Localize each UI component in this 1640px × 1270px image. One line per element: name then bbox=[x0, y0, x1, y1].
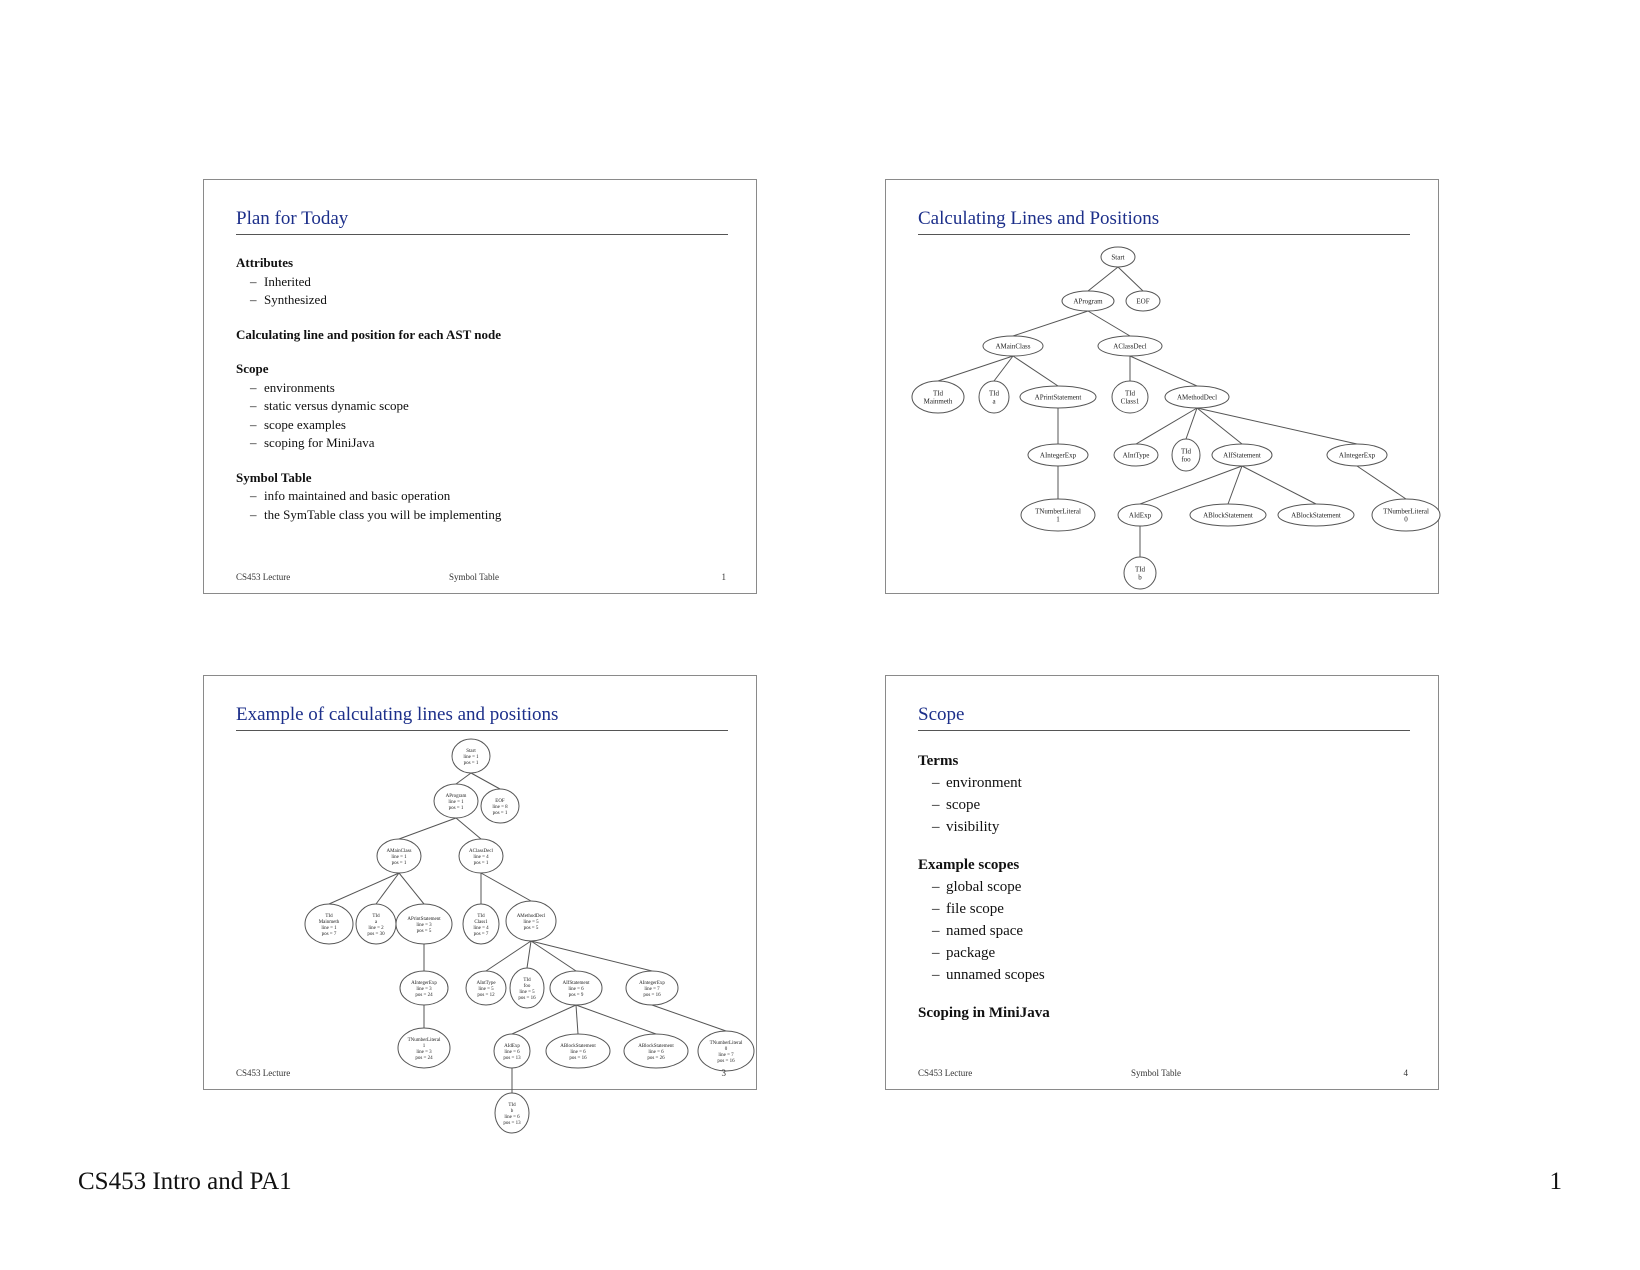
bullet-item: – named space bbox=[932, 923, 1024, 939]
tree-edge bbox=[1013, 311, 1088, 336]
svg-text:TIdbline = 6pos = 13: TId b line = 6 pos = 13 bbox=[503, 1102, 521, 1126]
tree-edge bbox=[456, 773, 471, 784]
svg-text:AIfStatement: AIfStatement bbox=[1223, 451, 1261, 460]
page-footer-title: CS453 Intro and PA1 bbox=[78, 1168, 292, 1195]
svg-text:APrintStatement: APrintStatement bbox=[1034, 393, 1082, 402]
svg-text:TIdfooline = 5pos = 16: TId foo line = 5 pos = 16 bbox=[518, 977, 536, 1001]
tree-node-amethod bbox=[506, 901, 556, 941]
svg-text:Start: Start bbox=[1111, 253, 1125, 262]
tree-node-tidb bbox=[1124, 557, 1156, 589]
svg-text:TIdMainmethline = 1pos = 7: TId Mainmeth line = 1 pos = 7 bbox=[318, 913, 340, 937]
tree-node-ablock1 bbox=[546, 1034, 610, 1068]
svg-text:TIdaline = 2pos = 30: TId a line = 2 pos = 30 bbox=[367, 913, 385, 937]
tree-edge bbox=[938, 356, 1013, 381]
tree-edge bbox=[652, 1005, 726, 1031]
tree-edge bbox=[1186, 408, 1197, 439]
svg-text:EOF: EOF bbox=[1136, 297, 1150, 306]
svg-text:TNumberLiteral1line = 3pos = 2: TNumberLiteral 1 line = 3 pos = 24 bbox=[407, 1037, 441, 1061]
slide-footer-left: CS453 Lecture bbox=[918, 1068, 973, 1078]
slide-title: Plan for Today bbox=[236, 208, 349, 229]
slide-footer-title: Symbol Table bbox=[1131, 1068, 1181, 1078]
tree-edge bbox=[1140, 466, 1242, 504]
bullet-item: – the SymTable class you will be implementing bbox=[250, 506, 502, 522]
tree-node-eof bbox=[481, 789, 519, 823]
svg-text:AIntegerExp: AIntegerExp bbox=[1338, 451, 1376, 460]
tree-edge bbox=[329, 873, 399, 904]
tree-edge bbox=[486, 941, 531, 971]
title-rule bbox=[236, 234, 728, 235]
tree-node-aint1 bbox=[1028, 444, 1088, 466]
svg-text:AProgramline = 1pos = 1: AProgram line = 1 pos = 1 bbox=[445, 793, 467, 811]
bullet-item: – environments bbox=[250, 379, 335, 395]
svg-text:AClassDecl: AClassDecl bbox=[1113, 342, 1147, 351]
svg-text:ABlockStatement: ABlockStatement bbox=[1291, 511, 1341, 520]
svg-text:TNumberLiteral1: TNumberLiteral 1 bbox=[1035, 507, 1081, 524]
bullet-item: – global scope bbox=[932, 879, 1022, 895]
tree-edge bbox=[1130, 356, 1197, 386]
svg-text:AIntType: AIntType bbox=[1122, 451, 1150, 460]
title-rule bbox=[918, 730, 1410, 731]
svg-text:AClassDeclline = 4pos = 1: AClassDecl line = 4 pos = 1 bbox=[469, 848, 493, 866]
tree-node-amain bbox=[377, 839, 421, 873]
bullet-item: – static versus dynamic scope bbox=[250, 398, 409, 413]
svg-text:TIdMainmeth: TId Mainmeth bbox=[923, 389, 953, 406]
tree-node-ablock2 bbox=[624, 1034, 688, 1068]
tree-node-start bbox=[1101, 247, 1135, 267]
tree-node-start bbox=[452, 739, 490, 773]
tree-node-eof bbox=[1126, 291, 1160, 311]
tree-node-amain bbox=[983, 336, 1043, 356]
ast-position-tree-diagram bbox=[204, 676, 758, 1126]
bullet-item: – scoping for MiniJava bbox=[250, 435, 375, 450]
page-number: 1 bbox=[1549, 1168, 1562, 1195]
tree-node-aprog bbox=[1062, 291, 1114, 311]
section-heading: Symbol Table bbox=[236, 469, 312, 485]
tree-edge bbox=[994, 356, 1013, 381]
slide-number: 4 bbox=[1403, 1068, 1408, 1078]
slide-title: Scope bbox=[918, 704, 965, 725]
tree-node-amethod bbox=[1165, 386, 1229, 408]
slide-body bbox=[918, 750, 1050, 1024]
tree-node-aint2 bbox=[626, 971, 678, 1005]
svg-text:AMainClass: AMainClass bbox=[995, 342, 1031, 351]
tree-edge bbox=[1357, 466, 1406, 499]
svg-text:APrintStatementline = 3pos = 5: APrintStatement line = 3 pos = 5 bbox=[407, 916, 441, 934]
tree-node-aidexp bbox=[1118, 504, 1162, 526]
bullet-item: – visibility bbox=[932, 819, 1000, 835]
tree-node-tidmain bbox=[305, 904, 353, 944]
tree-node-tidb bbox=[495, 1093, 529, 1133]
section-heading: Scope bbox=[236, 361, 269, 376]
tree-edge bbox=[1242, 466, 1316, 504]
tree-node-tnum1 bbox=[398, 1028, 450, 1068]
slide-4 bbox=[885, 675, 1439, 1090]
section-heading: Scoping in MiniJava bbox=[918, 1005, 1050, 1021]
tree-node-tidfoo bbox=[1172, 439, 1200, 471]
tree-edge bbox=[456, 818, 481, 839]
slide-3 bbox=[203, 675, 757, 1126]
svg-text:AIfStatementline = 6pos = 9: AIfStatement line = 6 pos = 9 bbox=[562, 980, 590, 998]
slide-title: Calculating Lines and Positions bbox=[918, 208, 1160, 229]
tree-edge bbox=[399, 873, 424, 904]
svg-text:AIdExpline = 6pos = 13: AIdExp line = 6 pos = 13 bbox=[503, 1043, 521, 1061]
svg-text:AMainClassline = 1pos = 1: AMainClass line = 1 pos = 1 bbox=[386, 848, 412, 866]
tree-edge bbox=[399, 818, 456, 839]
svg-text:TNumberLiteral0line = 7pos = 1: TNumberLiteral 0 line = 7 pos = 16 bbox=[709, 1040, 743, 1064]
slide-footer-left: CS453 Lecture bbox=[236, 1068, 291, 1078]
tree-edge bbox=[471, 773, 500, 789]
bullet-item: – Inherited bbox=[250, 273, 311, 289]
tree-node-tidmain bbox=[912, 381, 964, 413]
bullet-item: – info maintained and basic operation bbox=[250, 488, 451, 503]
slide-1 bbox=[203, 179, 757, 594]
tree-edge bbox=[531, 941, 652, 971]
section-heading: Attributes bbox=[236, 255, 294, 270]
tree-node-aclsdecl bbox=[1098, 336, 1162, 356]
section-heading: Terms bbox=[918, 753, 959, 769]
svg-text:AIdExp: AIdExp bbox=[1128, 511, 1152, 520]
tree-node-tida bbox=[979, 381, 1009, 413]
slide-footer-title: Symbol Table bbox=[449, 572, 499, 582]
tree-edge bbox=[1228, 466, 1242, 504]
svg-text:AIntegerExpline = 7pos = 16: AIntegerExp line = 7 pos = 16 bbox=[639, 980, 665, 998]
svg-text:TIdClass1line = 4pos = 7: TId Class1 line = 4 pos = 7 bbox=[473, 913, 489, 937]
tree-node-aprint bbox=[1020, 386, 1096, 408]
svg-text:TIdfoo: TId foo bbox=[1180, 447, 1192, 464]
tree-node-ablock2 bbox=[1278, 504, 1354, 526]
section-heading: Example scopes bbox=[918, 857, 1020, 873]
svg-text:TIda: TId a bbox=[988, 389, 1000, 406]
tree-node-aprog bbox=[434, 784, 478, 818]
tree-edge bbox=[1013, 356, 1058, 386]
tree-edge bbox=[531, 941, 576, 971]
svg-text:TIdClass1: TId Class1 bbox=[1120, 389, 1140, 406]
tree-node-tidfoo bbox=[510, 968, 544, 1008]
tree-node-aifstmt bbox=[1212, 444, 1272, 466]
bullet-item: – Synthesized bbox=[250, 292, 327, 307]
bullet-item: – environment bbox=[932, 775, 1022, 791]
tree-edge bbox=[576, 1005, 656, 1034]
slide-title: Example of calculating lines and positions bbox=[236, 704, 559, 725]
tree-edge bbox=[1118, 267, 1143, 291]
bullet-item: – unnamed scopes bbox=[932, 967, 1045, 983]
tree-node-aint2 bbox=[1327, 444, 1387, 466]
bullet-item: – file scope bbox=[932, 901, 1004, 917]
svg-text:Startline = 1pos = 1: Start line = 1 pos = 1 bbox=[463, 748, 479, 766]
section-heading: Calculating line and position for each AST node bbox=[236, 326, 501, 342]
tree-edge bbox=[481, 873, 531, 901]
tree-edge bbox=[1197, 408, 1357, 444]
svg-text:AIntegerExpline = 3pos = 24: AIntegerExp line = 3 pos = 24 bbox=[411, 980, 437, 998]
svg-text:AProgram: AProgram bbox=[1073, 297, 1103, 306]
slide-footer-left: CS453 Lecture bbox=[236, 572, 291, 582]
bullet-item: – scope bbox=[932, 797, 981, 813]
tree-edge bbox=[1088, 311, 1130, 336]
tree-node-tnum0 bbox=[1372, 499, 1440, 531]
svg-text:ABlockStatementline = 6pos = 2: ABlockStatement line = 6 pos = 26 bbox=[638, 1043, 674, 1061]
slide-2 bbox=[885, 179, 1439, 594]
tree-node-tnum1 bbox=[1021, 499, 1095, 531]
tree-edge bbox=[527, 941, 531, 968]
slide-body bbox=[236, 254, 501, 524]
svg-text:ABlockStatementline = 6pos = 1: ABlockStatement line = 6 pos = 16 bbox=[560, 1043, 596, 1061]
svg-text:AIntegerExp: AIntegerExp bbox=[1039, 451, 1077, 460]
svg-text:AMethodDecl: AMethodDecl bbox=[1176, 393, 1218, 402]
svg-text:ABlockStatement: ABlockStatement bbox=[1203, 511, 1253, 520]
tree-node-aidexp bbox=[494, 1034, 530, 1068]
tree-edge bbox=[1136, 408, 1197, 444]
slide-number: 1 bbox=[721, 572, 726, 582]
tree-node-tnum0 bbox=[698, 1031, 754, 1071]
svg-text:AIntTypeline = 5pos = 12: AIntType line = 5 pos = 12 bbox=[476, 980, 496, 998]
tree-node-aint1 bbox=[400, 971, 448, 1005]
tree-node-aprint bbox=[396, 904, 452, 944]
tree-node-aifstmt bbox=[550, 971, 602, 1005]
tree-edge bbox=[512, 1005, 576, 1034]
svg-text:AMethodDeclline = 5pos = 5: AMethodDecl line = 5 pos = 5 bbox=[516, 913, 546, 931]
tree-node-tida bbox=[356, 904, 396, 944]
bullet-item: – scope examples bbox=[250, 416, 346, 432]
tree-node-aintt bbox=[1114, 444, 1158, 466]
svg-text:EOFline = 8pos = 1: EOF line = 8 pos = 1 bbox=[492, 798, 508, 816]
svg-text:TNumberLiteral0: TNumberLiteral 0 bbox=[1383, 507, 1429, 524]
ast-tree-diagram bbox=[886, 180, 1440, 595]
tree-node-tidclass bbox=[463, 904, 499, 944]
slide-number: 3 bbox=[721, 1068, 726, 1078]
bullet-item: – package bbox=[932, 945, 996, 961]
tree-node-aclsdecl bbox=[459, 839, 503, 873]
svg-text:TIdb: TId b bbox=[1134, 565, 1146, 582]
tree-edge bbox=[576, 1005, 578, 1034]
tree-node-ablock1 bbox=[1190, 504, 1266, 526]
tree-node-tidclass bbox=[1112, 381, 1148, 413]
tree-edge bbox=[1088, 267, 1118, 291]
tree-node-aintt bbox=[466, 971, 506, 1005]
